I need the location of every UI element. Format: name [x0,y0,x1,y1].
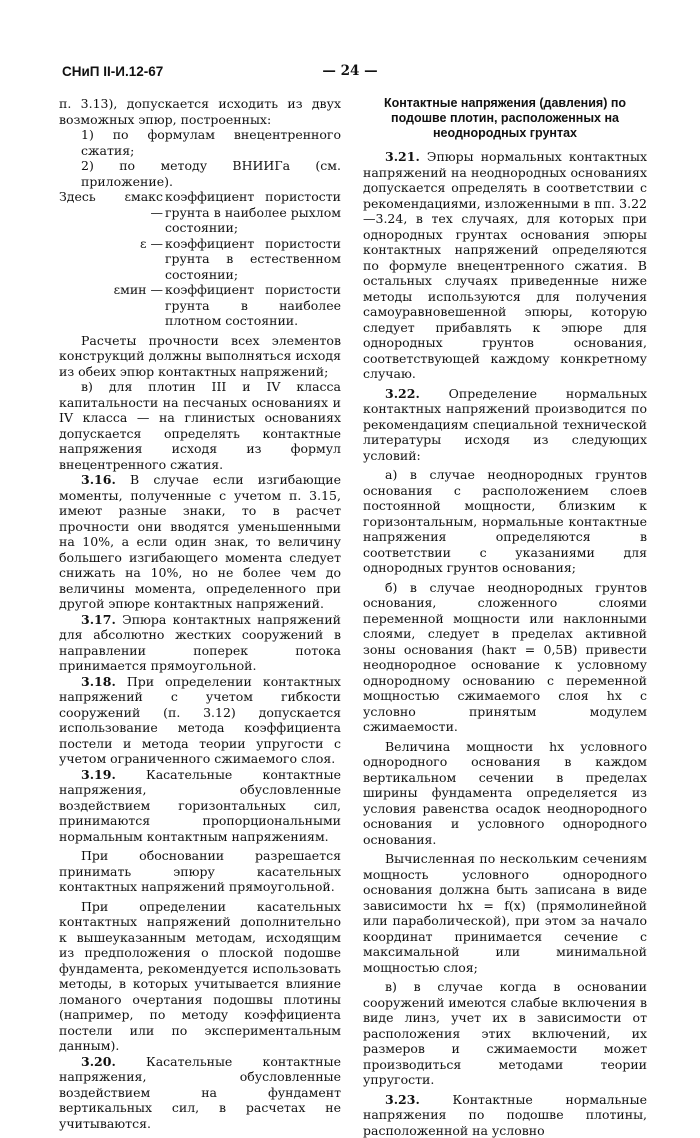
clause-text: Определение нормальных контактных напряжений производится по рекомендациям специальной технической литературы исходя из следующих условий: [363,386,647,463]
paragraph-calc2: Вычисленная по нескольким сечениям мощность условного однородного основания должна быть записана в виде зависимости hx = f(x) (прямолинейной или параболической), при этом за начало координат принимается сечение с максимальной или минимальной мощностью слоя; [363,851,647,975]
clause-text: Эпюра контактных напряжений для абсолютно жестких сооружений в направлении поперек потока принимается прямоугольной. [59,612,341,674]
definition-lead [59,236,113,283]
paragraph-b: б) в случае неоднородных грунтов основания, сложенного слоями переменной мощности или наклонными слоями, следует в пределах активной зоны основания (hакт = 0,5B) привести неоднородное основание к условному однородному основанию с переменной мощностью сжимаемого слоя hx с условно принятым модулем сжимаемости. [363,580,647,735]
clause-text: Касательные контактные напряжения, обусловленные воздействием на фундамент вертикальных сил, в расчетах не учитываются. [59,1054,341,1131]
definition-symbol: εмакс — [113,189,165,236]
clause-3-22 [363,386,647,464]
definition-row [59,189,341,236]
clause-number: 3.19. [81,767,116,782]
clause-number: 3.22. [385,386,420,401]
definition-row [59,282,341,329]
page-header [62,64,638,84]
definition-symbol: εмин — [113,282,165,329]
clause-number: 3.18. [81,674,116,689]
page-number: — 24 — [62,64,638,80]
clause-text: В случае если изгибающие моменты, полученные с учетом п. 3.15, имеют разные знаки, то в расчет прочности они вводятся уменьшенными на 10%, а если один знак, то величину большего изгибающего момента следует снижать на 10%, но не более чем до величины момента, определенного при другой эпюре контактных напряжений. [59,472,341,611]
definition-lead [59,282,113,329]
clause-3-18 [59,674,341,767]
paragraph-c: в) в случае когда в основании сооружений имеются слабые включения в виде линз, учет их в зависимости от расположения этих включений, их размеров и сжимаемости может производиться методами теории упругости. [363,979,647,1088]
clause-number: 3.16. [81,472,116,487]
list-item-2: 2) по методу ВНИИГа (см. приложение). [59,158,341,189]
paragraph-calc: Расчеты прочности всех элементов конструкций должны выполняться исходя из обеих эпюр контактных напряжений; [59,333,341,380]
clause-text: Касательные контактные напряжения, обусловленные воздействием горизонтальных сил, принимаются пропорциональными нормальным контактным напряжениям. [59,767,341,844]
clause-3-21 [363,149,647,382]
paragraph-intro: п. 3.13), допускается исходить из двух возможных эпюр, построенных: [59,96,341,127]
clause-text: При определении контактных напряжений с учетом гибкости сооружений (п. 3.12) допускается использование метода коэффициента постели и метода теории упругости с учетом ограниченного сжимаемого слоя. [59,674,341,767]
paragraph-v: в) для плотин III и IV класса капитальности на песчаных основаниях и IV класса — на глинистых основаниях допускается определять контактные напряжения исходя из формул внецентренного сжатия. [59,379,341,472]
definition-text: коэффициент пористости грунта в наиболее рыхлом состоянии; [165,189,341,236]
clause-text: Эпюры нормальных контактных напряжений на неоднородных основаниях допускается определять в соответствии с рекомендациями, изложенными в пп. 3.22—3.24, в тех случаях, для которых при однородных грунтах основания эпюры контактных напряжений определяются по формуле внецентренного сжатия. В остальных случаях приведенные ниже методы используются для получения самоуравновешенной эпюры, которую следует прибавлять к эпюре для однородных грунтов основания, соответствующей каждому конкретному случаю. [363,149,647,381]
clause-3-16 [59,472,341,612]
clause-3-20 [59,1054,341,1132]
definition-text: коэффициент пористости грунта в естественном состоянии; [165,236,341,283]
document-code: СНиП II-И.12-67 [62,64,163,80]
section-title: Контактные напряжения (давления) по подошве плотин, расположенных на неоднородных грунтах [363,96,647,141]
definition-symbol: ε — [113,236,165,283]
paragraph-a: а) в случае неоднородных грунтов основания с расположением слоев постоянной мощности, близким к горизонтальным, нормальные контактные напряжения определяются в соответствии с указаниями для однородных грунтов основания; [363,467,647,576]
clause-3-23 [363,1092,647,1138]
clause-number: 3.17. [81,612,116,627]
paragraph-obosn: При обосновании разрешается принимать эпюру касательных контактных напряжений прямоугольной. [59,848,341,895]
definition-text: коэффициент пористости грунта в наиболее плотном состоянии. [165,282,341,329]
right-column [363,96,647,1138]
clause-3-19 [59,767,341,845]
clause-number: 3.23. [385,1092,420,1107]
paragraph-opred: При определении касательных контактных напряжений дополнительно к вышеуказанным методам, исходящим из предположения о плоской подошве фундамента, рекомендуется использовать методы, в которых учитывается влияние ломаного очертания подошвы плотины (например, по методу коэффициента постели или по экспериментальным данным). [59,899,341,1054]
paragraph-hx: Величина мощности hx условного однородного основания в каждом вертикальном сечении в пределах ширины фундамента определяется из условия равенства осадок неоднородного основания и условного однородного основания. [363,739,647,848]
definition-row [59,236,341,283]
clause-number: 3.21. [385,149,420,164]
definitions-list [59,189,341,329]
definition-lead: Здесь [59,189,113,236]
clause-3-17 [59,612,341,674]
left-column [59,96,341,1131]
list-item-1: 1) по формулам внецентренного сжатия; [59,127,341,158]
clause-text: Контактные нормальные напряжения по подошве плотины, расположенной на условно [363,1092,647,1138]
clause-number: 3.20. [81,1054,116,1069]
